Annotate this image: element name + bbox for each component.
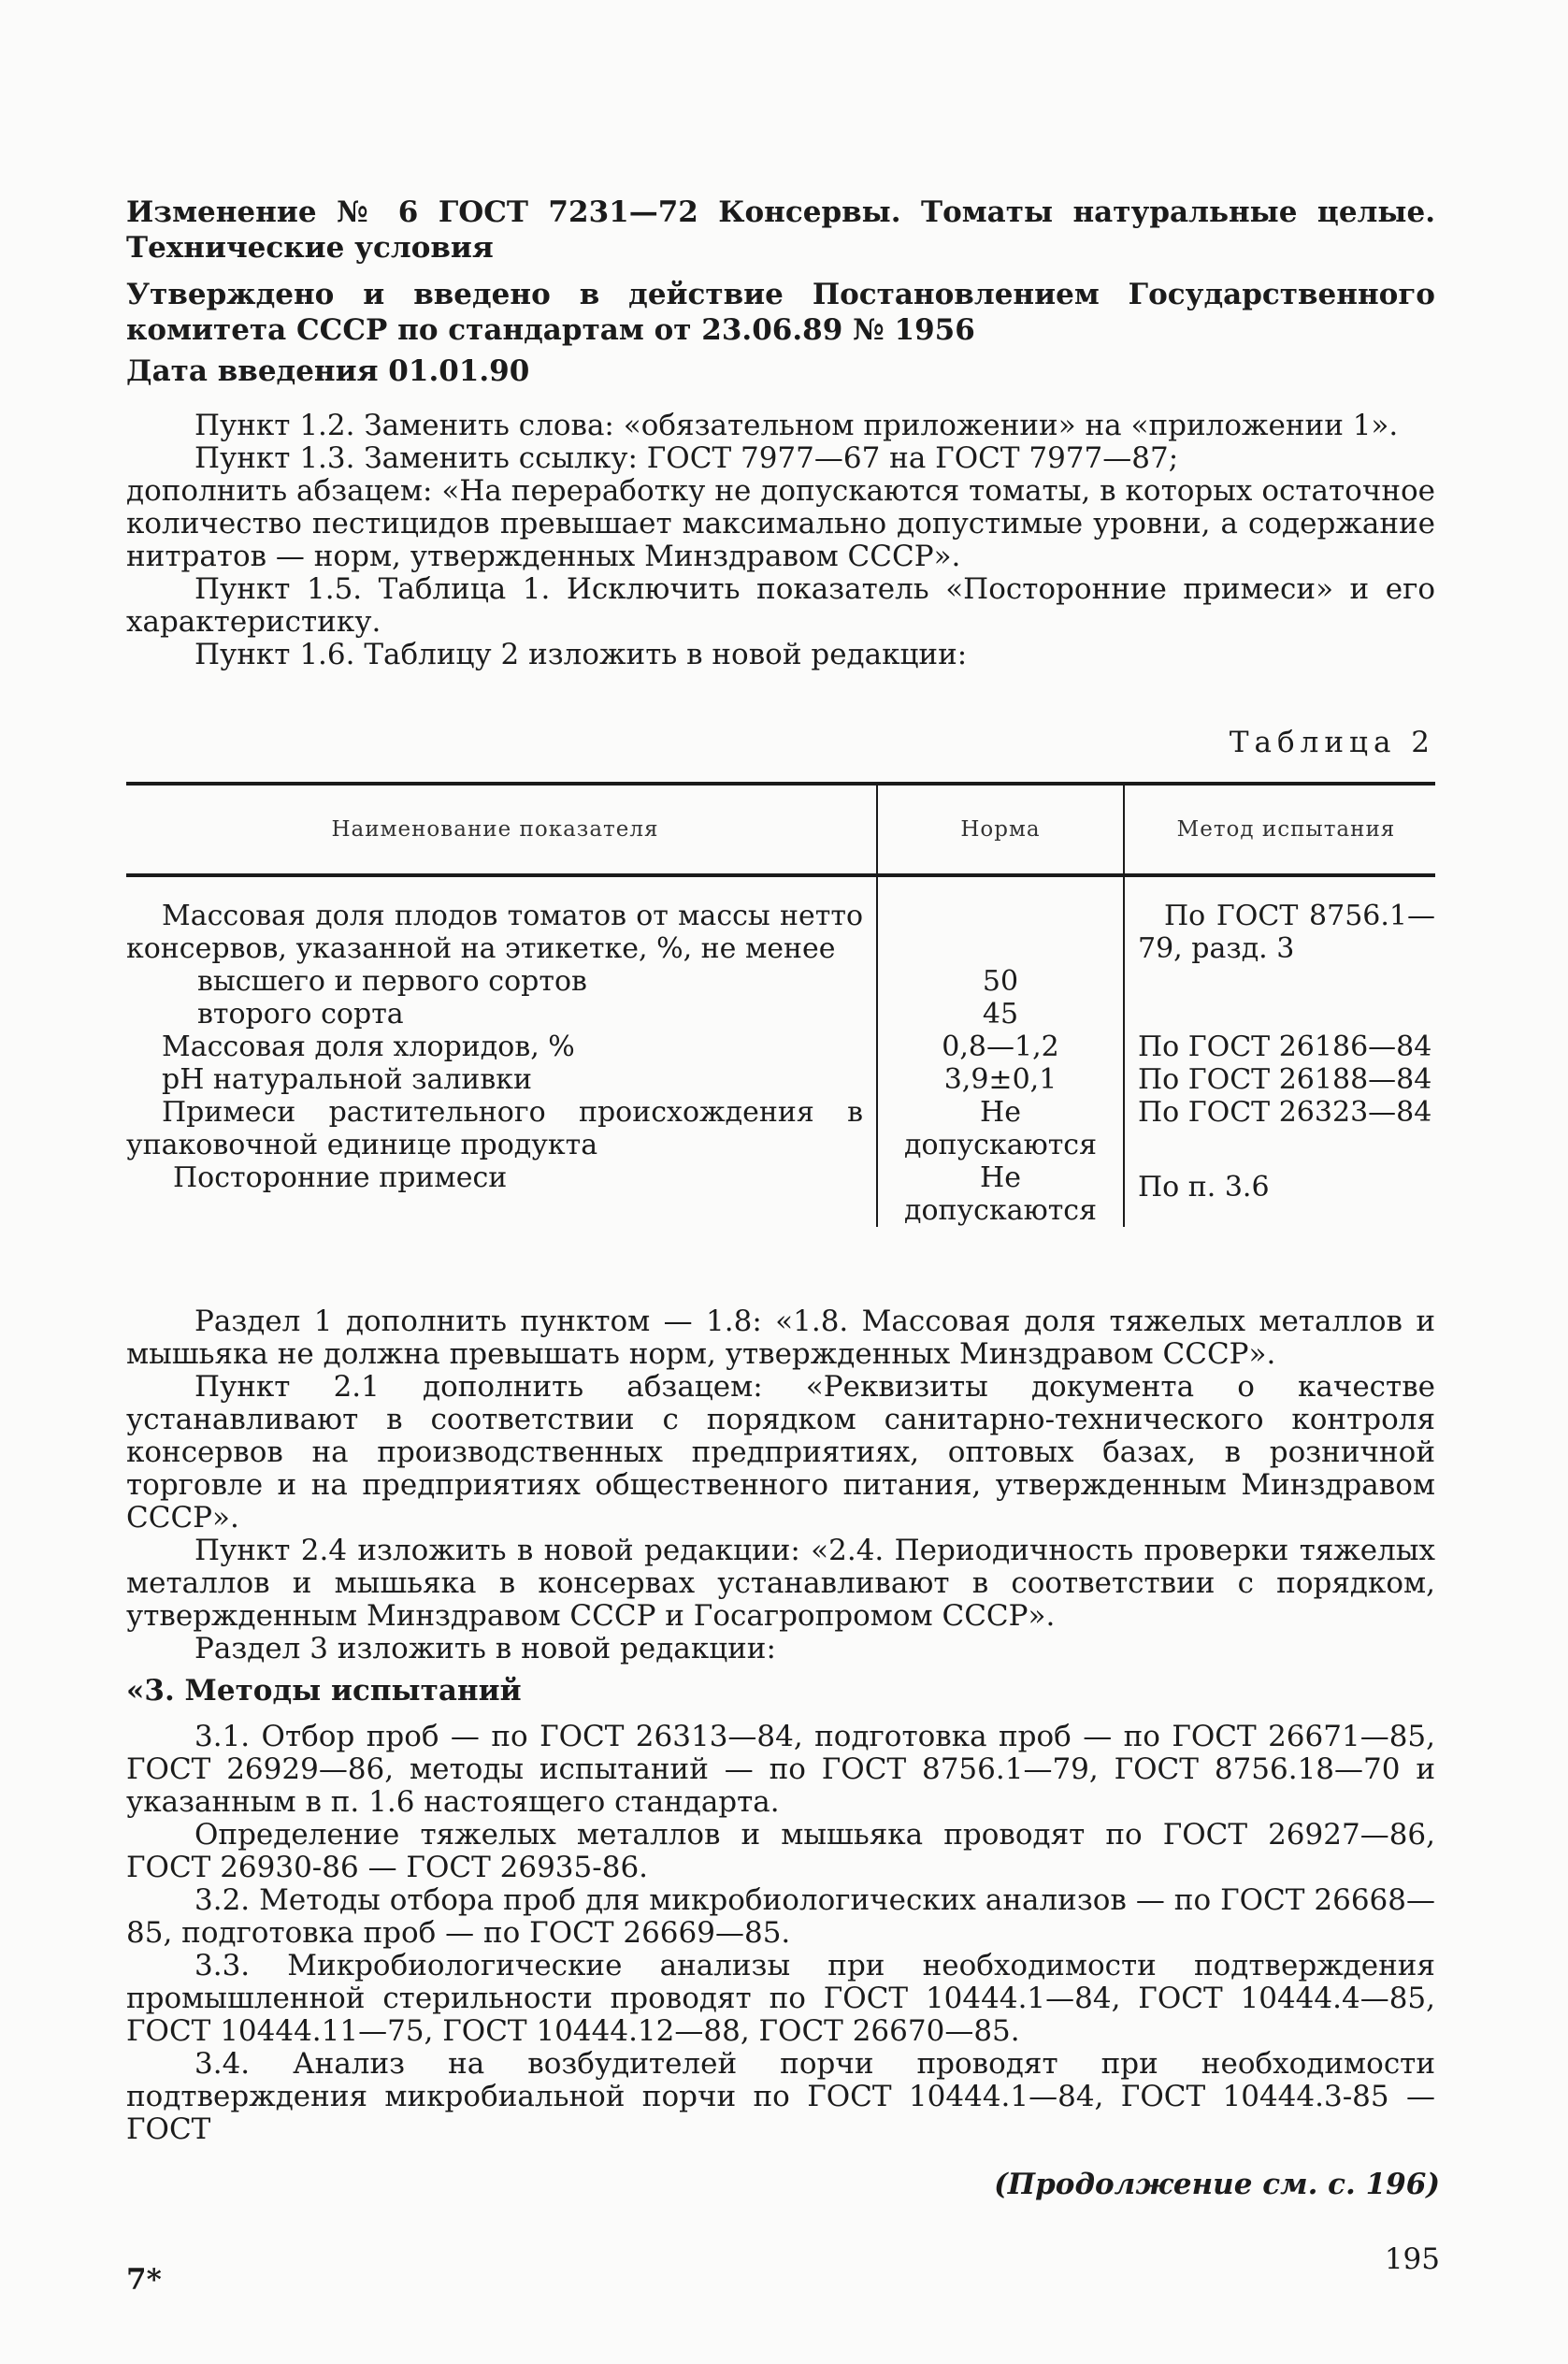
body-paragraph: Пункт 2.1 дополнить абзацем: «Реквизиты документа о качестве устанавливают в соответствии с порядком санитарно-технического контроля консервов на производственных предприятиях, оптовых базах, в розничной торговле и на предприятиях общественного питания, утвержденным Минздравом СССР».: [126, 1370, 1435, 1535]
table-title: Таблица 2: [1229, 726, 1435, 759]
indicator-name: Посторонние примеси: [173, 1161, 508, 1194]
norms-table: [126, 782, 1435, 1227]
indicator-name: Примеси растительного происхождения в упаковочной единице продукта: [126, 1096, 863, 1161]
table-row: [126, 1096, 1435, 1161]
document-title: Изменение № 6 ГОСТ 7231—72 Консервы. Томаты натуральные целые. Технические условия: [126, 195, 1435, 265]
test-method: [1124, 965, 1435, 998]
body-paragraph: 3.4. Анализ на возбудителей порчи проводят при необходимости подтверждения микробиальной порчи по ГОСТ 10444.1—84, ГОСТ 10444.3-85 — ГОСТ: [126, 2047, 1435, 2146]
test-method: По ГОСТ 26186—84: [1138, 1031, 1432, 1063]
table-row: [126, 965, 1435, 998]
intro-paragraph: Пункт 1.6. Таблицу 2 изложить в новой редакции:: [194, 638, 968, 671]
indicator-name: Массовая доля хлоридов, %: [162, 1031, 575, 1063]
indicator-norm: 50: [877, 965, 1124, 998]
body-paragraph: 3.3. Микробиологические анализы при необходимости подтверждения промышленной стерильности проводят по ГОСТ 10444.1—84, ГОСТ 10444.4—85, ГОСТ 10444.11—75, ГОСТ 10444.12—88, ГОСТ 26670—85.: [126, 1949, 1435, 2048]
indicator-norm: 0,8—1,2: [877, 1031, 1124, 1063]
body-paragraph: Пункт 2.4 изложить в новой редакции: «2.4. Периодичность проверки тяжелых металлов и мышьяка в консервах устанавливают в соответствии с порядком, утвержденным Минздравом СССР и Госагропромом СССР».: [126, 1534, 1435, 1633]
column-header: Метод испытания: [1124, 784, 1435, 875]
effective-date: Дата введения 01.01.90: [126, 354, 530, 388]
test-method: По ГОСТ 8756.1—79, разд. 3: [1138, 900, 1435, 965]
indicator-norm: Не допускаются: [877, 1096, 1124, 1161]
indicator-name: второго сорта: [197, 998, 404, 1031]
intro-paragraph: Пункт 1.2. Заменить слова: «обязательном приложении» на «приложении 1».: [194, 409, 1399, 442]
continuation-note: (Продолжение см. с. 196): [994, 2168, 1440, 2201]
indicator-norm: [877, 900, 1124, 965]
indicator-norm: Не допускаются: [877, 1161, 1124, 1227]
column-header: Норма: [877, 784, 1124, 875]
indicator-name: высшего и первого сортов: [197, 965, 587, 998]
table-row: [126, 1031, 1435, 1063]
body-paragraph: 3.1. Отбор проб — по ГОСТ 26313—84, подготовка проб — по ГОСТ 26671—85, ГОСТ 26929—86, методы испытаний — по ГОСТ 8756.1—79, ГОСТ 8756.18—70 и указанным в п. 1.6 настоящего стандарта.: [126, 1720, 1435, 1819]
test-method: По ГОСТ 26188—84: [1138, 1063, 1432, 1096]
page-number: 195: [1384, 2242, 1440, 2276]
table-section: [126, 726, 1435, 1227]
document-header: [126, 195, 1435, 389]
table-row: [126, 1161, 1435, 1227]
body-paragraph: Определение тяжелых металлов и мышьяка проводят по ГОСТ 26927—86, ГОСТ 26930-86 — ГОСТ 26935-86.: [126, 1818, 1435, 1884]
body-paragraph: 3.2. Методы отбора проб для микробиологических анализов — по ГОСТ 26668—85, подготовка проб — по ГОСТ 26669—85.: [126, 1883, 1435, 1950]
table-row: [126, 900, 1435, 965]
intro-section: [126, 410, 1435, 671]
table-row: [126, 998, 1435, 1031]
test-method: По ГОСТ 26323—84: [1138, 1096, 1432, 1129]
table-row: [126, 1063, 1435, 1096]
test-method: [1124, 998, 1435, 1031]
indicator-name: pH натуральной заливки: [162, 1063, 533, 1096]
test-method: По п. 3.6: [1138, 1171, 1270, 1204]
intro-paragraph: Пункт 1.3. Заменить ссылку: ГОСТ 7977—67 на ГОСТ 7977—87;: [194, 441, 1179, 475]
intro-paragraph: дополнить абзацем: «На переработку не допускаются томаты, в которых остаточное количество пестицидов превышает максимально допустимые уровни, а содержание нитратов — норм, утвержденных Минздравом СССР».: [126, 474, 1435, 573]
approval-statement: Утверждено и введено в действие Постановлением Государственного комитета СССР по стандартам от 23.06.89 № 1956: [126, 278, 1435, 347]
main-text: [126, 1305, 1435, 2146]
indicator-norm: 45: [877, 998, 1124, 1031]
signature-mark: 7*: [126, 2263, 162, 2297]
indicator-norm: 3,9±0,1: [877, 1063, 1124, 1096]
intro-paragraph: Пункт 1.5. Таблица 1. Исключить показатель «Посторонние примеси» и его характеристику.: [126, 572, 1435, 639]
section-title: «3. Методы испытаний: [126, 1674, 522, 1708]
body-paragraph: Раздел 3 изложить в новой редакции:: [194, 1632, 776, 1665]
body-paragraph: Раздел 1 дополнить пунктом — 1.8: «1.8. Массовая доля тяжелых металлов и мышьяка не должна превышать норм, утвержденных Минздравом СССР».: [126, 1305, 1435, 1371]
indicator-name: Массовая доля плодов томатов от массы нетто консервов, указанной на этикетке, %, не менее: [126, 900, 863, 965]
column-header: Наименование показателя: [126, 784, 877, 875]
